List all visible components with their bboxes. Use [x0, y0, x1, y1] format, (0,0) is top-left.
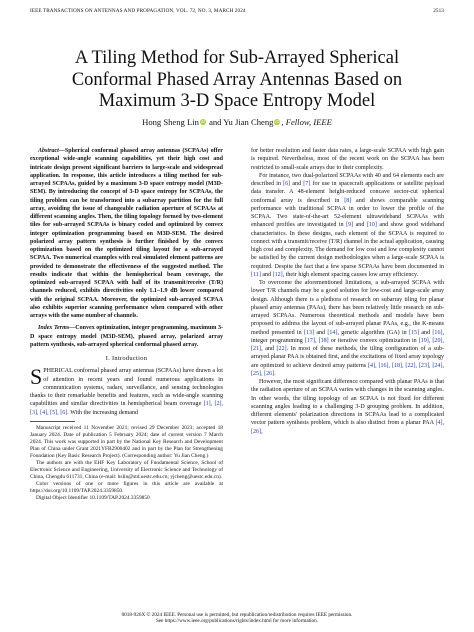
footnotes [30, 425, 223, 502]
citation-link[interactable]: [19], [20], [21] [251, 337, 445, 352]
citation-link[interactable]: [4], [26] [251, 420, 444, 435]
body-paragraph: for better resolution and faster data rates, a large-scale SCPAA with high gain is required. Nevertheless, most of the recent work on the SCPAA has been restricted to small-scale arrays due to their complexity. [251, 148, 444, 171]
body-paragraph: For instance, two dual-polarized SCPAAs with 40 and 64 elements each are described in [6] and [7] for use in spacecraft applications or satellite payload data transfer. A 48-element height-reduced concave sector-cut spherical conformal array is described in [8] and shows comparable scanning performance with traditional SCPAA in order to lower the profile of the SCPAA. Two state-of-the-art 52-element ultrawideband SCPAAs with enhanced profiles are investigated in [9] and [10] and show good wideband characteristics. In these designs, each element of the SCPAA is required to connect with a transmit/receive (T/R) channel in the actual application, causing high cost and complexity. The demand for low cost and low complexity cannot be satisfied by the current design methodologies when a large-scale SCPAA is required. Despite the fact that a few sparse SCPAAs have been documented in [11] and [12], their high element spacing causes low array efficiency. [251, 172, 444, 278]
right-column [251, 147, 444, 436]
citation-link[interactable]: [4], [16], [18], [22], [23], [24], [25], [26] [251, 362, 444, 377]
citation-link[interactable]: [13] [303, 329, 315, 336]
citation-link[interactable]: [9] [346, 222, 354, 229]
citation-link[interactable]: [8] [344, 197, 352, 204]
title-line: Conformal Phased Array Antennas Based on [71, 69, 403, 90]
citation-link[interactable]: [16] [432, 329, 443, 336]
footnote: Manuscript received 11 November 2021; revised 29 December 2023; accepted 18 January 2024. Date of publication 5 February 2024; date of current version 7 March 2024. This work was supported in part by the National Key Research and Development Plan of China under Grant 2021YFB2900402 and in part by the Plan for Strengthening Foundation (Key Basic Research Project). (Corresponding author: Yu Jian Cheng.) [30, 424, 223, 459]
abstract-label: Abstract— [38, 148, 65, 154]
abstract [30, 147, 223, 320]
orcid-icon[interactable]: iD [275, 119, 280, 124]
citation-link[interactable]: [22] [276, 346, 287, 352]
drop-cap: S [30, 364, 43, 390]
copyright-notice: 0018-926X © 2024 IEEE. Personal use is permitted, but republication/redistribution requires IEEE permission. See https://www.ieee.org/publications/rights/index.html for more information. [121, 612, 353, 624]
citation-link[interactable]: [14] [327, 329, 338, 336]
intro-paragraph: SPHERICAL conformal phased array antennas (SCPAAs) have drawn a lot of attention in recent years and found numerous applications in communication systems, radars, surveillance, and sensing technologies thanks to their remarkable benefits and features, such as wide-angle scanning capabilities and similar directivities in hemispherical beam coverage [1], [2], [3], [4], [5], [6]. With the increasing demand [30, 364, 224, 416]
abstract-text: Spherical conformal phased array antennas (SCPAAs) offer exceptional wide-angle scanning capabilities, yet their high cost and intricate design present significant barriers to large-scale and widespread application. In response, this article introduces a tiling method for sub-arrayed SCPAAs, guided by a maximum 3-D space entropy model (M3D-SEM). By introducing the concept of 3-D space entropy for SCPAAs, the tiling problem can be transformed into a subarray partition for the full array, avoiding the issue of changeable radiation aperture of SCPAAs at different scanning angles. Then, the tiling topology formed by two-element tiles for sub-arrayed SCPAAs is binary coded and optimized by convex integer optimization programming based on M3D-SEM. The desired polarized array pattern synthesis is further finished by the convex optimization based on the optimized tiling layout for a sub-arrayed SCPAA. Two numerical examples with real simulated element patterns are provided to demonstrate the effectiveness of the suggested method. The results indicate that within the hemispherical beam coverage, the optimized sub-arrayed SCPAA with half of its transmit/receive (T/R) channels reduced, exhibits directivities only 1.1–1.9 dB lower compared with the original SCPAA. Moreover, the optimized sub-arrayed SCPAA also exhibits superior scanning performance when compared with other arrays with the same number of channels. [30, 148, 223, 319]
citation-link[interactable]: [15] [408, 329, 420, 336]
index-terms-label: Index Terms— [38, 325, 76, 332]
page-number: 2513 [433, 8, 444, 14]
footnote: The authors are with the EHF Key Laboratory of Fundamental Science, School of Electronic Science and Engineering, University of Electronic Science and Technology of China, Chengdu 611731, China (e-mail: hslin@std.uestc.edu.cn; yjcheng@uestc.edu.cn). [30, 459, 223, 480]
citation-link[interactable]: [6] [283, 181, 291, 187]
author-name: and Yu Jian Cheng [206, 117, 274, 127]
citation-link[interactable]: [12] [272, 271, 283, 278]
paper-title [20, 48, 454, 113]
title-line: A Tiling Method for Sub-Arrayed Spherical [74, 48, 400, 68]
body-paragraph: However, the most significant difference compared with planar PAAs is that the radiation aperture of an SCPAA varies with changes in the scanning angles. In other words, the tiling topology of an SCPAA is not fixed for different scanning angles leading to a challenging 3-D grouping problem. In addition, different elements' polarization directions in SCPAAs lead to a complicated vector pattern synthesis problem, which is also distinct from a planar PAA [4], [26], [251, 379, 444, 435]
footnote-divider [30, 421, 75, 422]
citation-link[interactable]: [1], [2], [3], [4], [5], [6] [30, 401, 224, 416]
body-paragraph: To overcome the aforementioned limitations, a sub-arrayed SCPAA with lower T/R channels may be a good solution for low-cost and large-scale array design. Although there is a plethora of research on subarray tiling for planar phased array antennas (PAAs), there has been relatively little research on sub-arrayed SCPAAs. Numerous theoretical methods and models have been proposed to address the layout of sub-arrayed planar PAAs, e.g., the K-means method presented in [13] and [14], genetic algorithm (GA) in [15] and [16], integer programming [17], [18] or iterative convex optimization in [19], [20], [21], and [22]. In most of these methods, the tiling configuration of a sub-arrayed planar PAA is obtained first, and the excitations of fixed array topology are optimized to achieve desired array patterns [4], [16], [18], [22], [23], [24], [25], [26]. [251, 280, 445, 377]
left-column [30, 147, 223, 502]
title-line: Maximum 3-D Space Entropy Model [98, 91, 376, 111]
citation-link[interactable]: [17], [18] [304, 337, 329, 344]
author-line [20, 117, 454, 127]
journal-name: IEEE TRANSACTIONS ON ANTENNAS AND PROPAGATION, VOL. 72, NO. 3, MARCH 2024 [30, 8, 246, 14]
citation-link[interactable]: [10] [366, 222, 377, 229]
section-heading: I. Introduction [105, 355, 148, 362]
author-name: Hong Sheng Lin [142, 117, 199, 127]
running-header [30, 8, 444, 14]
index-terms [30, 324, 223, 349]
citation-link[interactable]: [11] [251, 271, 261, 278]
footnote: Digital Object Identifier 10.1109/TAP.2024.3359850 [36, 494, 150, 501]
author-membership: , Fellow, IEEE [281, 117, 332, 127]
footnote: Color versions of one or more figures in this article are available at https://doi.org/10.1109/TAP.2024.3359850. [30, 480, 223, 494]
orcid-icon[interactable]: iD [200, 119, 205, 124]
citation-link[interactable]: [7] [303, 181, 311, 187]
index-terms-text: Convex optimization, integer programming, maximum 3-D space entropy model (M3D-SEM), phased array, polarized array pattern synthesis, sub-arrayed spherical conformal phased array. [30, 325, 223, 348]
